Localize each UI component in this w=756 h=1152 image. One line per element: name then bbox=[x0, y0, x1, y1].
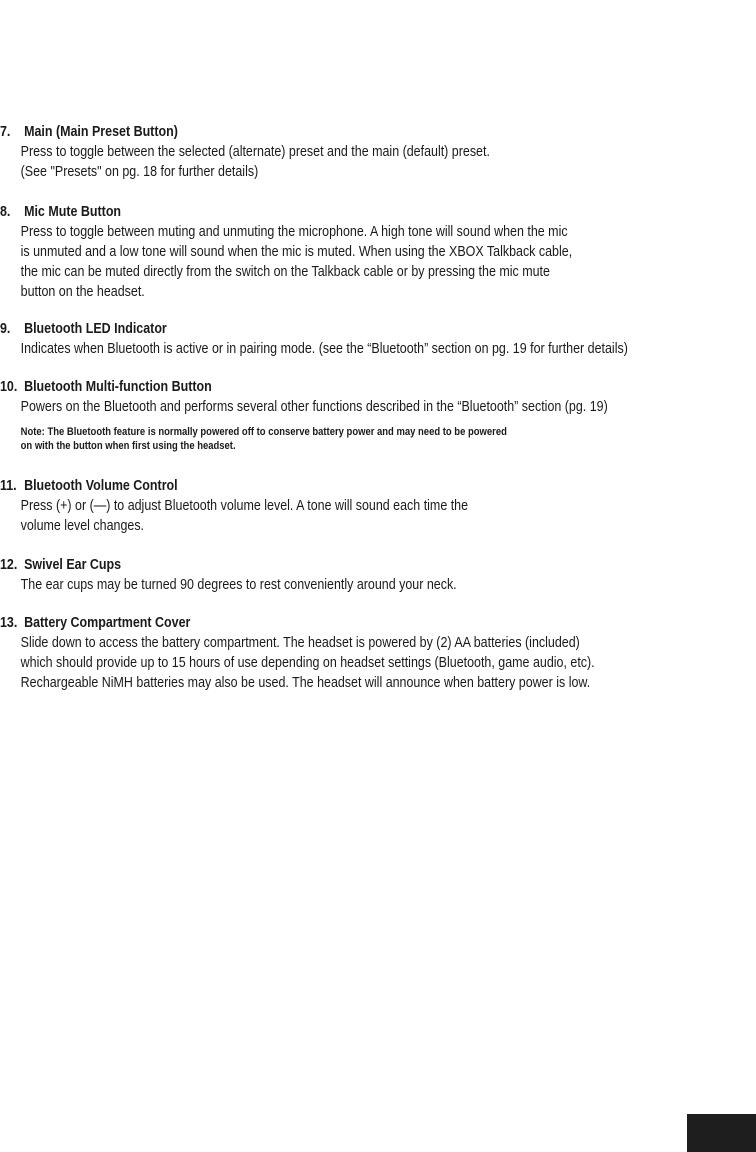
item-number: 12. bbox=[0, 557, 18, 573]
item-title: Main (Main Preset Button) bbox=[24, 124, 178, 140]
body-line: button on the headset. bbox=[20, 284, 145, 300]
item-11 bbox=[0, 476, 752, 536]
item-heading bbox=[0, 476, 647, 496]
item-13 bbox=[0, 613, 752, 693]
item-title: Mic Mute Button bbox=[24, 204, 122, 220]
body-line: which should provide up to 15 hours of use depending on headset settings (Bluetooth, game audio, etc). bbox=[20, 655, 595, 671]
item-8 bbox=[0, 202, 752, 302]
item-7 bbox=[0, 122, 752, 182]
body-line: Press to toggle between muting and unmuting the microphone. A high tone will sound when the mic bbox=[20, 224, 568, 240]
item-number: 7. bbox=[0, 124, 11, 140]
item-10 bbox=[0, 377, 752, 453]
item-heading bbox=[0, 555, 647, 575]
item-number: 13. bbox=[0, 615, 18, 631]
body-line: Powers on the Bluetooth and performs several other functions described in the “Bluetooth” section (pg. 19) bbox=[20, 399, 608, 415]
item-9 bbox=[0, 319, 752, 359]
item-heading bbox=[0, 377, 647, 397]
item-title: Battery Compartment Cover bbox=[24, 615, 191, 631]
item-number: 10. bbox=[0, 379, 18, 395]
body-line: the mic can be muted directly from the switch on the Talkback cable or by pressing the mic mute bbox=[20, 264, 550, 280]
item-title: Bluetooth Multi-function Button bbox=[24, 379, 212, 395]
body-line: The ear cups may be turned 90 degrees to rest conveniently around your neck. bbox=[20, 577, 457, 593]
item-number: 11. bbox=[0, 478, 17, 494]
body-line: is unmuted and a low tone will sound when the mic is muted. When using the XBOX Talkback cable, bbox=[20, 244, 573, 260]
body-line: Press to toggle between the selected (alternate) preset and the main (default) preset. bbox=[20, 144, 490, 160]
item-title: Swivel Ear Cups bbox=[24, 557, 122, 573]
item-heading bbox=[0, 202, 647, 222]
note-line: on with the button when first using the headset. bbox=[20, 440, 236, 452]
page-tab bbox=[687, 1114, 756, 1152]
body-line: Rechargeable NiMH batteries may also be used. The headset will announce when battery power is low. bbox=[20, 675, 591, 691]
item-heading bbox=[0, 613, 647, 633]
body-line: Slide down to access the battery compartment. The headset is powered by (2) AA batteries (included) bbox=[20, 635, 580, 651]
item-heading bbox=[0, 122, 647, 142]
note-line: Note: The Bluetooth feature is normally powered off to conserve battery power and may need to be powered bbox=[20, 426, 507, 438]
body-line: Indicates when Bluetooth is active or in pairing mode. (see the “Bluetooth” section on pg. 19 for further details) bbox=[20, 341, 628, 357]
item-title: Bluetooth LED Indicator bbox=[24, 321, 167, 337]
item-number: 9. bbox=[0, 321, 11, 337]
item-heading bbox=[0, 319, 647, 339]
body-line: Press (+) or (—) to adjust Bluetooth volume level. A tone will sound each time the bbox=[20, 498, 469, 514]
body-line: (See "Presets" on pg. 18 for further details) bbox=[20, 164, 259, 180]
item-number: 8. bbox=[0, 204, 11, 220]
body-line: volume level changes. bbox=[20, 518, 145, 534]
item-12 bbox=[0, 555, 752, 595]
item-title: Bluetooth Volume Control bbox=[24, 478, 178, 494]
